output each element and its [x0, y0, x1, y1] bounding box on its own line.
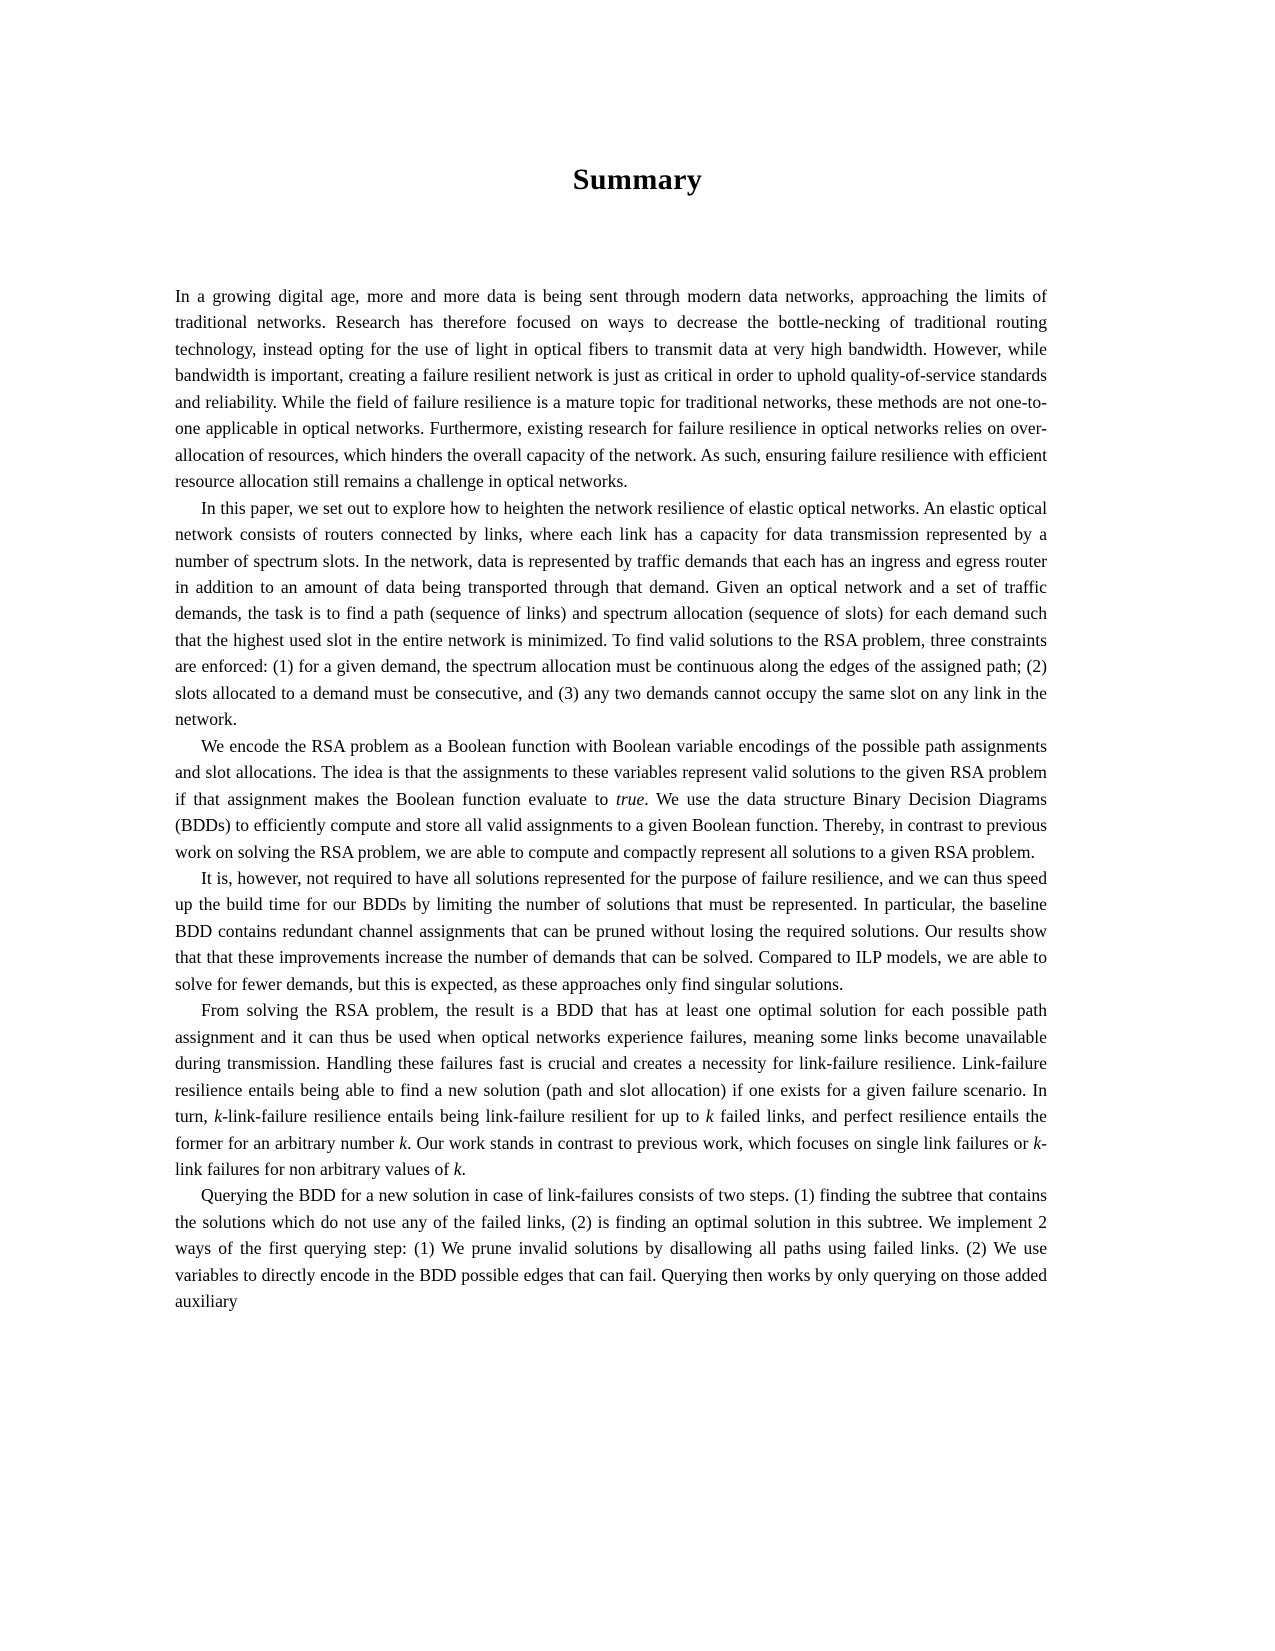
emphasis-text: k [705, 1106, 714, 1127]
paragraph-3: We encode the RSA problem as a Boolean function with Boolean variable encodings of the possible path assignments and slot allocations. The idea is that the assignments to these variables represent valid solutions to the given RSA problem if that assignment makes the Boolean function evaluate to true. We use the data structure Binary Decision Diagrams (BDDs) to efficiently compute and store all valid assignments to a given Boolean function. Thereby, in contrast to previous work on solving the RSA problem, we are able to compute and compactly represent all solutions to a given RSA problem. [175, 735, 1048, 862]
emphasis-text: k [1033, 1132, 1042, 1153]
paragraph-6: Querying the BDD for a new solution in case of link-failures consists of two steps. (1) finding the subtree that contains the solutions which do not use any of the failed links, (2) is finding an optimal solution in this subtree. We implement 2 ways of the first querying step: (1) We prune invalid solutions by disallowing all paths using failed links. (2) We use variables to directly encode in the BDD possible edges that can fail. Querying then works by only querying on those added auxiliary [175, 1185, 1047, 1312]
emphasis-text: true [615, 788, 645, 809]
emphasis-text: k [399, 1132, 408, 1153]
paragraph-1: In a growing digital age, more and more data is being sent through modern data networks, approaching the limits of traditional networks. Research has therefore focused on ways to decrease the bottle-necking of traditional routing technology, instead opting for the use of light in optical fibers to transmit data at very high bandwidth. However, while bandwidth is important, creating a failure resilient network is just as critical in order to uphold quality-of-service standards and reliability. While the field of failure resilience is a mature topic for traditional networks, these methods are not one-to-one applicable in optical networks. Furthermore, existing research for failure resilience in optical networks relies on over-allocation of resources, which hinders the overall capacity of the network. As such, ensuring failure resilience with efficient resource allocation still remains a challenge in optical networks. [175, 286, 1047, 492]
paragraph-4: It is, however, not required to have all solutions represented for the purpose of failure resilience, and we can thus speed up the build time for our BDDs by limiting the number of solutions that must be represented. In particular, the baseline BDD contains redundant channel assignments that can be pruned without losing the required solutions. Our results show that that these improvements increase the number of demands that can be solved. Compared to ILP models, we are able to solve for fewer demands, but this is expected, as these approaches only find singular solutions. [175, 867, 1047, 994]
summary-body [175, 283, 1047, 1315]
emphasis-text: k [453, 1158, 462, 1179]
paragraph-2: In this paper, we set out to explore how to heighten the network resilience of elastic optical networks. An elastic optical network consists of routers connected by links, where each link has a capacity for data transmission represented by a number of spectrum slots. In the network, data is represented by traffic demands that each has an ingress and egress router in addition to an amount of data being transported through that demand. Given an optical network and a set of traffic demands, the task is to find a path (sequence of links) and spectrum allocation (sequence of slots) for each demand such that the highest used slot in the entire network is minimized. To find valid solutions to the RSA problem, three constraints are enforced: (1) for a given demand, the spectrum allocation must be continuous along the edges of the assigned path; (2) slots allocated to a demand must be consecutive, and (3) any two demands cannot occupy the same slot on any link in the network. [175, 497, 1047, 730]
emphasis-text: k [214, 1106, 223, 1127]
paragraph-5: From solving the RSA problem, the result is a BDD that has at least one optimal solution for each possible path assignment and it can thus be used when optical networks experience failures, meaning some links become unavailable during transmission. Handling these failures fast is crucial and creates a necessity for link-failure resilience. Link-failure resilience entails being able to find a new solution (path and slot allocation) if one exists for a given failure scenario. In turn, k-link-failure resilience entails being link-failure resilient for up to k failed links, and perfect resilience entails the former for an arbitrary number k. Our work stands in contrast to previous work, which focuses on single link failures or k-link failures for non arbitrary values of k. [175, 1000, 1047, 1179]
page-title: Summary [572, 163, 703, 196]
